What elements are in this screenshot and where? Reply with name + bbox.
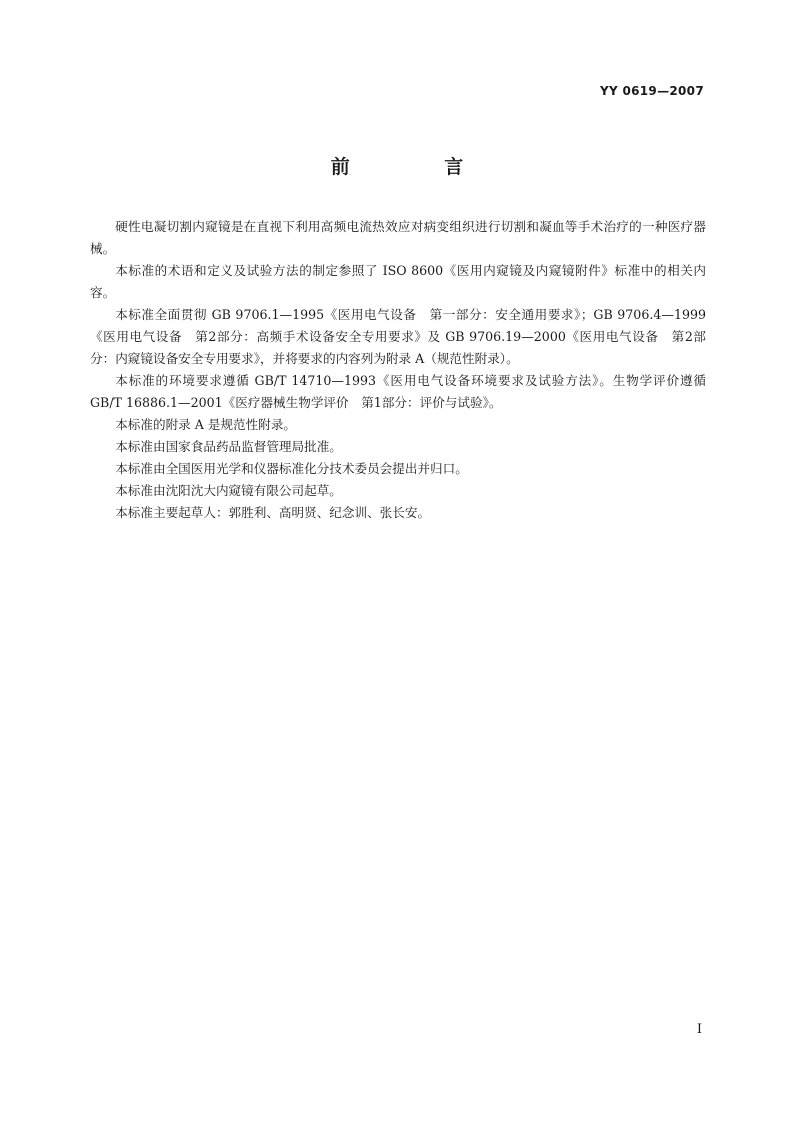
paragraph-safety-standards: 本标准全面贯彻 GB 9706.1—1995《医用电气设备 第一部分：安全通用要求》；GB 9706.4—1999《医用电气设备 第2部分：高频手术设备安全专用要求》及 GB 9706.19—2000《医用电气设备 第2部分：内窥镜设备安全专用要求》，并将要求的内容列为附录 A（规范性附录）。 — [90, 307, 706, 366]
foreword-body — [90, 216, 706, 524]
paragraph-terms-reference: 本标准的术语和定义及试验方法的制定参照了 ISO 8600《医用内窥镜及内窥镜附件》标准中的相关内容。 — [90, 263, 706, 300]
paragraph-drafting-unit: 本标准由沈阳沈大内窥镜有限公司起草。 — [115, 483, 342, 498]
standard-code: YY 0619—2007 — [600, 84, 704, 98]
page-title: 前 言 — [330, 156, 508, 178]
page-number: I — [696, 1022, 702, 1037]
paragraph-proposal: 本标准由全国医用光学和仪器标准化分技术委员会提出并归口。 — [115, 461, 468, 476]
paragraph-environment-biology: 本标准的环境要求遵循 GB/T 14710—1993《医用电气设备环境要求及试验方法》。生物学评价遵循 GB/T 16886.1—2001《医疗器械生物学评价 第1部分：评价与试验》。 — [90, 373, 706, 410]
paragraph-approval: 本标准由国家食品药品监督管理局批准。 — [115, 439, 342, 454]
paragraph-intro: 硬性电凝切割内窥镜是在直视下利用高频电流热效应对病变组织进行切割和凝血等手术治疗的一种医疗器械。 — [90, 219, 706, 256]
paragraph-annex: 本标准的附录 A 是规范性附录。 — [115, 417, 297, 432]
paragraph-drafters: 本标准主要起草人：郭胜利、高明贤、纪念训、张长安。 — [115, 505, 431, 520]
